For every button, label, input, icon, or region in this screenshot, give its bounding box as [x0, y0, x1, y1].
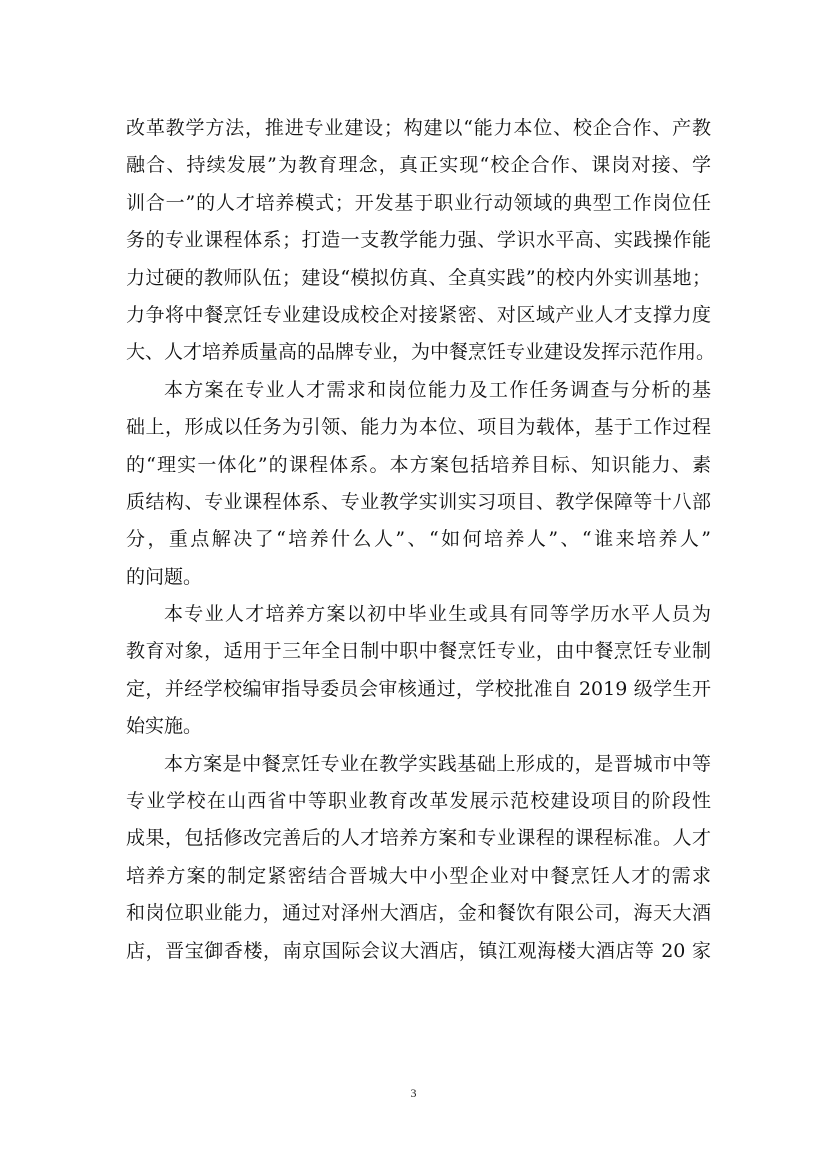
text-line: 本方案在专业人才需求和岗位能力及工作任务调查与分析的基: [164, 378, 711, 401]
paragraph-2: [126, 372, 711, 596]
text-line: 专业学校在山西省中等职业教育改革发展示范校建设项目的阶段性: [126, 790, 711, 813]
text-line: 础上，形成以任务为引领、能力为本位、项目为载体，基于工作过程: [126, 416, 711, 439]
paragraph-1: [126, 110, 716, 372]
text-line: 质结构、专业课程体系、专业教学实训实习项目、教学保障等十八部: [126, 490, 711, 513]
text-line: 成果，包括修改完善后的人才培养方案和专业课程的课程标准。人才: [126, 827, 711, 850]
text-line: 本专业人才培养方案以初中毕业生或具有同等学历水平人员为: [164, 603, 711, 626]
page-number: 3: [410, 1086, 417, 1100]
text-line: 的“理实一体化”的课程体系。本方案包括培养目标、知识能力、素: [126, 453, 711, 476]
text-line: 始实施。: [126, 715, 203, 738]
text-line: 的问题。: [126, 565, 203, 588]
paragraph-3: [126, 596, 711, 746]
text-line: 大、人才培养质量高的品牌专业，为中餐烹饪专业建设发挥示范作用。: [126, 341, 716, 364]
text-line: 力争将中餐烹饪专业建设成校企对接紧密、对区域产业人才支撑力度: [126, 303, 711, 326]
text-line: 训合一”的人才培养模式；开发基于职业行动领域的典型工作岗位任: [126, 191, 711, 214]
text-line: 务的专业课程体系；打造一支教学能力强、学识水平高、实践操作能: [126, 229, 711, 252]
text-line: 力过硬的教师队伍；建设“模拟仿真、全真实践”的校内外实训基地；: [126, 266, 711, 289]
text-line: 教育对象，适用于三年全日制中职中餐烹饪专业，由中餐烹饪专业制: [126, 640, 711, 663]
text-line: 改革教学方法，推进专业建设；构建以“能力本位、校企合作、产教: [126, 117, 711, 139]
text-line: 融合、持续发展”为教育理念，真正实现“校企合作、课岗对接、学: [126, 154, 711, 177]
text-line: 和岗位职业能力，通过对泽州大酒店，金和餐饮有限公司，海天大酒: [126, 902, 711, 925]
paragraph-4: [126, 746, 711, 970]
text-line: 店，晋宝御香楼，南京国际会议大酒店，镇江观海楼大酒店等 20 家: [126, 939, 711, 962]
text-line: 培养方案的制定紧密结合晋城大中小型企业对中餐烹饪人才的需求: [126, 864, 711, 887]
text-line: 定，并经学校编审指导委员会审核通过，学校批准自 2019 级学生开: [126, 677, 711, 700]
text-line: 本方案是中餐烹饪专业在教学实践基础上形成的，是晋城市中等: [164, 752, 711, 775]
body-text: [126, 110, 716, 970]
text-line: 分，重点解决了“培养什么人”、“如何培养人”、“谁来培养人”: [126, 528, 711, 551]
